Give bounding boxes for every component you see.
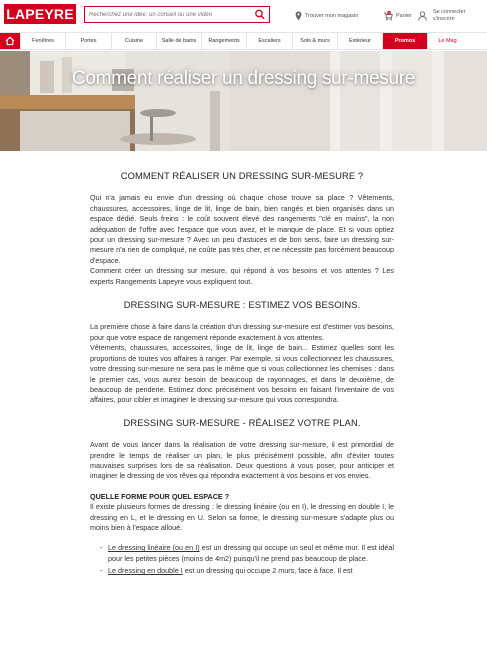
search-input[interactable] xyxy=(85,7,249,22)
cart-link[interactable] xyxy=(383,6,412,26)
nav-item-portes[interactable]: Portes xyxy=(65,33,111,49)
home-icon xyxy=(0,33,20,49)
nav-item-cuisine[interactable]: Cuisine xyxy=(111,33,156,49)
search-icon[interactable] xyxy=(253,8,267,21)
login-label xyxy=(430,9,465,23)
list-item-text: est un dressing qui occupe 2 murs, face à face. Il est xyxy=(182,566,353,576)
map-pin-icon xyxy=(295,11,302,21)
dressing-double-i-link[interactable]: Le dressing en double I xyxy=(108,566,183,576)
article-heading-2: DRESSING SUR-MESURE : ESTIMEZ VOS BESOINS. xyxy=(123,299,361,311)
store-locator-label: Trouver mon magasin xyxy=(305,12,359,19)
plan-paragraph: Avant de vous lancer dans la réalisation de votre dressing sur-mesure, il est primordial de prendre le temps de réaliser un plan, le plus précisément possible, afin d'éviter toutes mauvaises surprises lors de sa réalisation. Deux questions à vous poser, pour anticiper et imaginer le dressing de vos rêves qui répondra exactement à vos besoins et vos envies. xyxy=(90,440,394,481)
nav-item-fenetres[interactable]: Fenêtres xyxy=(20,33,65,49)
forme-paragraph: Il existe plusieurs formes de dressing : le dressing linéaire (ou en I), le dressing en double I, le dressing en L, et le dressing en U. Selon sa forme, le dressing sur-mesure s'adapte plus ou moins bien à l'espace alloué. xyxy=(90,502,394,532)
login-line-1: Se connecter xyxy=(433,9,466,15)
user-icon xyxy=(418,11,427,21)
nav-item-le-mag[interactable]: Le Mag xyxy=(427,33,467,49)
lapeyre-logo[interactable]: LAPEYRE xyxy=(4,4,76,24)
hero-banner xyxy=(0,51,487,151)
nav-item-sols-murs[interactable]: Sols & murs xyxy=(292,33,337,49)
cart-icon xyxy=(383,11,393,21)
intro-paragraph-2: Comment créer un dressing sur mesure, qui répond à vos besoins et vos attentes ? Les experts Rangements Lapeyre vous expliquent tout. xyxy=(90,266,394,286)
hero-title: Comment réaliser un dressing sur-mesure xyxy=(71,68,416,89)
dressing-types-list xyxy=(100,543,394,576)
home-button[interactable] xyxy=(0,33,20,49)
besoins-paragraph-2: Vêtements, chaussures, accessoires, linge de lit, linge de bain... Estimez quelles sont les proportions de toutes vos affaires à ranger. Par exemple, si vous collectionnez les chaussures, votre dressing sur-mesure ne sera pas le même que si vous collectionnez les chemises : dans le premier cas, vous aurez besoin de beaucoup de rayonnages, et dans le deuxième, de beaucoup de penderie. Estimez donc précisément vos besoins en faisant l'inventaire de vos affaires, pour cibler et imaginer le dressing sur-mesure qui vous correspondra. xyxy=(90,343,394,405)
nav-item-rangements[interactable]: Rangements xyxy=(201,33,246,49)
dressing-lineaire-link[interactable]: Le dressing linéaire (ou en I) xyxy=(108,543,200,553)
hero-image xyxy=(0,51,487,151)
section-subheading: QUELLE FORME POUR QUEL ESPACE ? xyxy=(90,491,230,501)
list-item-text: est un dressing qui occupe un seul et même mur. Il est idéal pour les petites pièces (moins de 4m2) puisqu'il ne prend pas beaucoup de place. xyxy=(108,543,395,563)
site-header xyxy=(0,0,487,32)
intro-paragraph: Qui n'a jamais eu envie d'un dressing où chaque chose trouve sa place ? Vêtements, chaussures, accessoires, linge de lit, linge de bain, bien rangés et bien organisés dans un espace dédié. Seuls freins : le coût souvent élevé des rangements "clé en mains", la non adéquation de l'offre avec l'espace que vous avez, et le manque de place. Et si vous optiez pour un dressing sur-mesure ? Avec un peu d'astuces et de bon sens, faire un dressing sur-mesure n'a rien de compliqué, ne coûte pas très cher, et ne nécessite pas forcément beaucoup d'espace. xyxy=(90,193,394,265)
cart-label: Panier xyxy=(396,12,412,19)
article-heading-1: COMMENT RÉALISER UN DRESSING SUR-MESURE ? xyxy=(120,170,364,181)
nav-item-exterieur[interactable]: Extérieur xyxy=(337,33,382,49)
login-line-2: s'inscrire xyxy=(433,16,455,22)
cart-count: 0 xyxy=(388,11,390,15)
login-link[interactable] xyxy=(418,6,484,26)
nav-item-salle-de-bains[interactable]: Salle de bains xyxy=(156,33,201,49)
besoins-paragraph: La première chose à faire dans la création d'un dressing sur-mesure est d'estimer vos besoins, pour que votre espace de rangement réponde exactement à vos attentes. xyxy=(90,322,394,342)
store-locator-link[interactable] xyxy=(295,6,358,26)
nav-items xyxy=(20,33,467,49)
article-body xyxy=(90,151,394,577)
search-box[interactable] xyxy=(84,6,270,23)
main-nav xyxy=(0,32,487,50)
nav-item-promos[interactable]: Promos xyxy=(382,33,427,49)
list-item xyxy=(100,543,394,564)
nav-item-escaliers[interactable]: Escaliers xyxy=(246,33,292,49)
list-item xyxy=(100,566,394,576)
article-heading-3: DRESSING SUR-MESURE - RÉALISEZ VOTRE PLAN. xyxy=(123,416,361,428)
